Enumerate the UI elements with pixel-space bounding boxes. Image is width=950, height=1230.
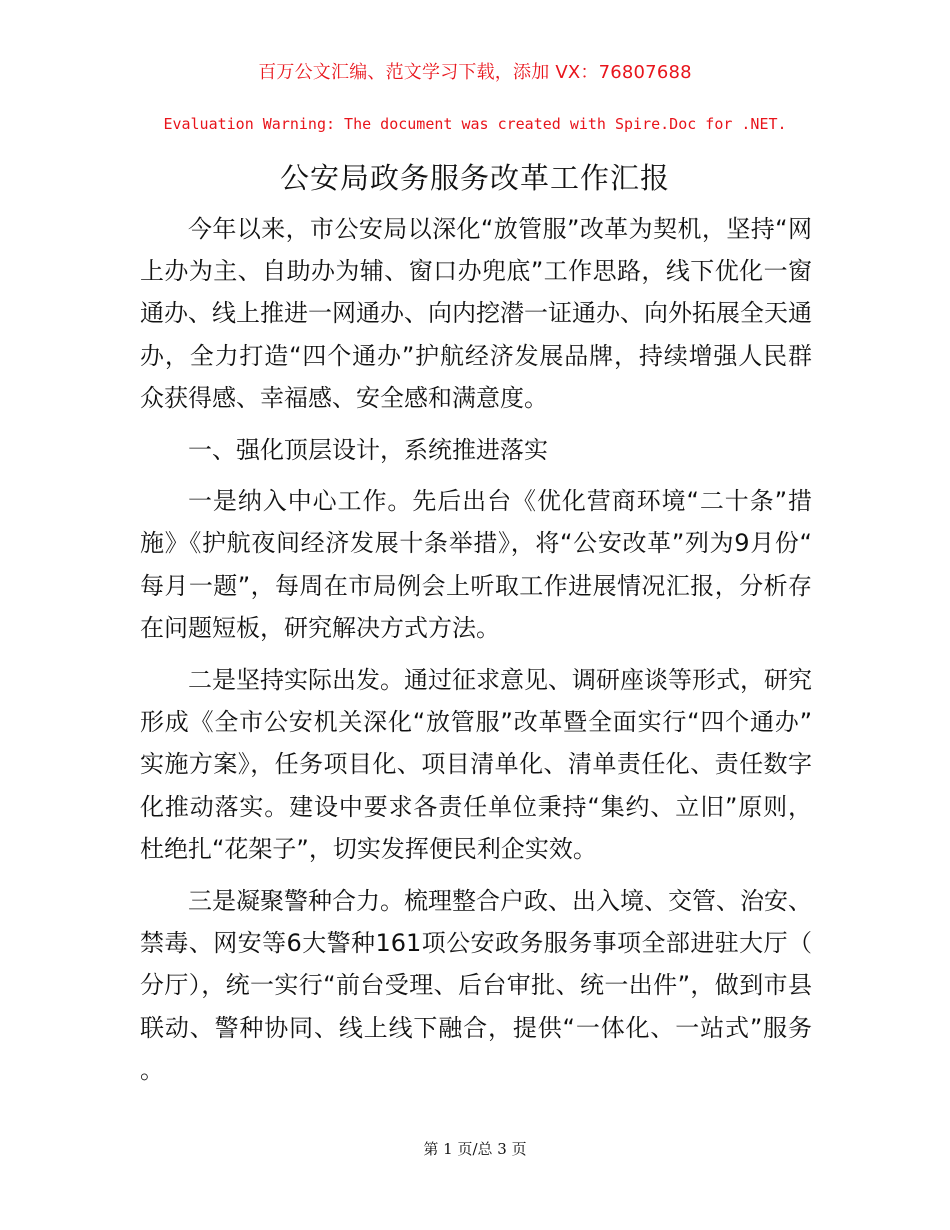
paragraph-item-1: 一是纳入中心工作。先后出台《优化营商环境“二十条”措施》《护航夜间经济发展十条举措》，将“公安改革”列为9月份“每月一题”，每周在市局例会上听取工作进展情况汇报，分析存在问题短板，研究解决方式方法。 xyxy=(140,487,812,642)
intro-paragraph: 今年以来，市公安局以深化“放管服”改革为契机，坚持“网上办为主、自助办为辅、窗口办兜底”工作思路，线下优化一窗通办、线上推进一网通办、向内挖潜一证通办、向外拓展全天通办，全力打造“四个通办”护航经济发展品牌，持续增强人民群众获得感、幸福感、安全感和满意度。 xyxy=(140,215,812,412)
promo-banner: 百万公文汇编、范文学习下载，添加 VX：76807688 xyxy=(258,62,692,83)
paragraph-item-3: 三是凝聚警种合力。梳理整合户政、出入境、交管、治安、禁毒、网安等6大警种161项公安政务服务事项全部进驻大厅（分厅），统一实行“前台受理、后台审批、统一出件”，做到市县联动、警种协同、线上线下融合，提供“一体化、一站式”服务。 xyxy=(140,887,812,1084)
evaluation-warning: Evaluation Warning: The document was created with Spire.Doc for .NET. xyxy=(163,115,787,133)
document-body xyxy=(140,208,812,1101)
page-number: 第 1 页/总 3 页 xyxy=(423,1140,527,1158)
paragraph-item-2: 二是坚持实际出发。通过征求意见、调研座谈等形式，研究形成《全市公安机关深化“放管服”改革暨全面实行“四个通办”实施方案》，任务项目化、项目清单化、清单责任化、责任数字化推动落实。建设中要求各责任单位秉持“集约、立旧”原则，杜绝扎“花架子”，切实发挥便民利企实效。 xyxy=(140,666,812,863)
document-title: 公安局政务服务改革工作汇报 xyxy=(279,161,670,195)
section-heading: 一、强化顶层设计，系统推进落实 xyxy=(188,436,548,465)
